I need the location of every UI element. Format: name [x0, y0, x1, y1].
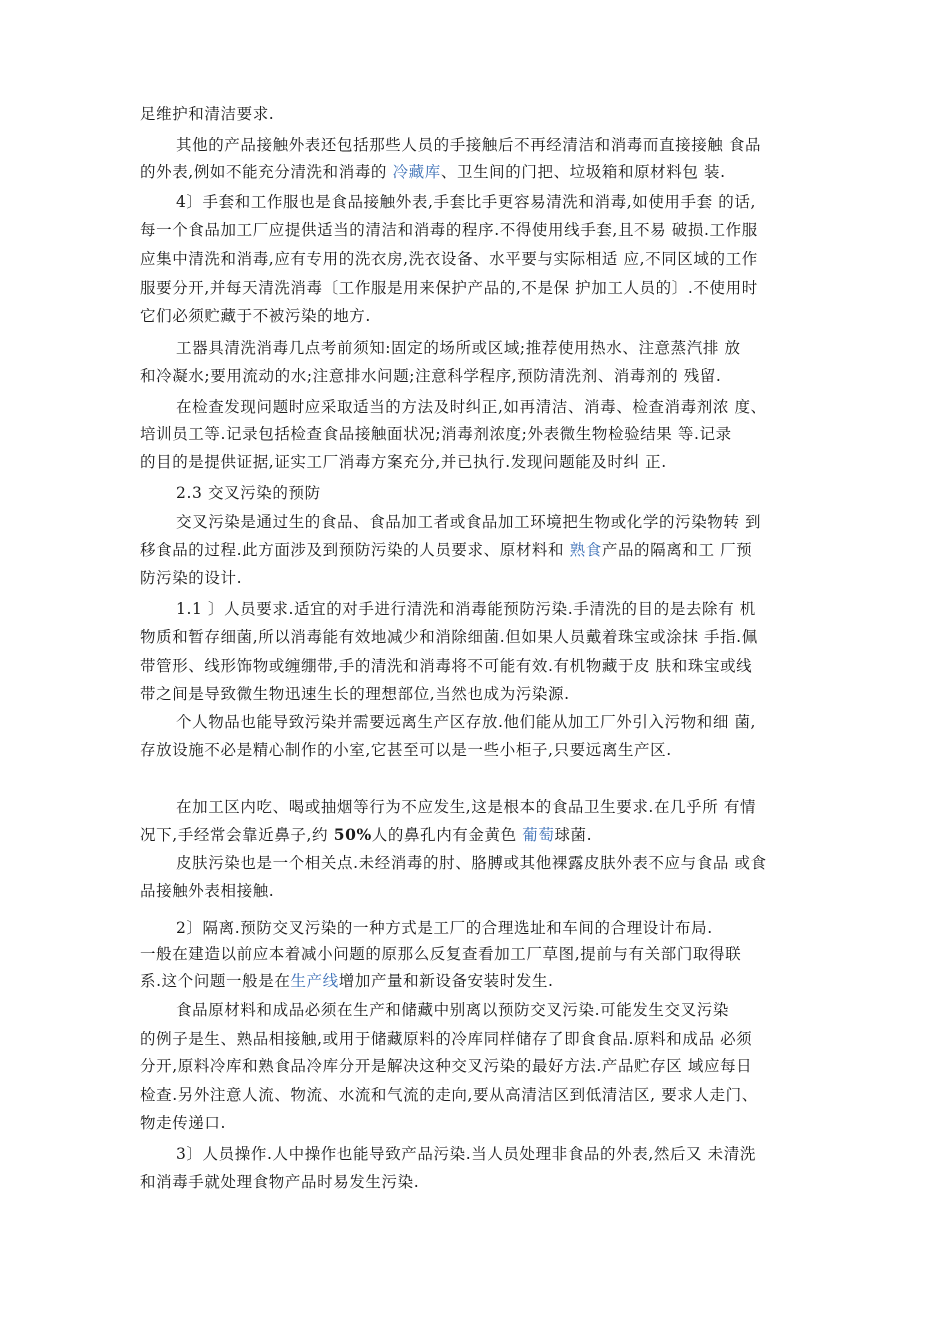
- text-line: [140, 162, 726, 182]
- text-line: [140, 971, 554, 991]
- text-span: 移食品的过程.此方面涉及到预防污染的人员要求、原材料和: [140, 541, 570, 559]
- text-line: 工器具清洗消毒几点考前须知:固定的场所或区域;推荐使用热水、注意蒸汽排 放: [176, 339, 741, 357]
- text-span: 产品的隔离和工 厂预: [601, 541, 753, 559]
- section-heading: 2.3 交叉污染的预防: [176, 484, 321, 502]
- link-cooked-food[interactable]: 熟食: [569, 541, 602, 559]
- text-line: 物质和暂存细菌,所以消毒能有效地减少和消除细菌.但如果人员戴着珠宝或涂抹 手指.佩: [140, 628, 758, 646]
- text-line: 足维护和清洁要求.: [140, 105, 275, 123]
- text-line: 和冷凝水;要用流动的水;注意排水问题;注意科学程序,预防清洗剂、消毒剂的 残留.: [140, 367, 722, 385]
- text-line: 带之间是导致微生物迅速生长的理想部位,当然也成为污染源.: [140, 685, 570, 703]
- text-span: 人的鼻孔内有金黄色: [371, 826, 523, 844]
- text-line: 带管形、线形饰物或缠绷带,手的清洗和消毒将不可能有效.有机物藏于皮 肤和珠宝或线: [140, 657, 753, 675]
- text-line: [140, 540, 752, 560]
- text-line: 的目的是提供证据,证实工厂消毒方案充分,并已执行.发现问题能及时纠 正.: [140, 453, 667, 471]
- text-span: 球菌.: [554, 826, 593, 844]
- text-line: 防污染的设计.: [140, 569, 243, 587]
- text-span: 系.这个问题一般是在: [140, 972, 291, 990]
- text-line: 物走传递口.: [140, 1114, 227, 1132]
- text-line: 和消毒手就处理食物产品时易发生污染.: [140, 1173, 420, 1191]
- text-line: 个人物品也能导致污染并需要远离生产区存放.他们能从加工厂外引入污物和细 菌,: [176, 713, 757, 731]
- percent-value: 50%: [333, 825, 372, 844]
- text-line: 培训员工等.记录包括检查食品接触面状况;消毒剂浓度;外表微生物检验结果 等.记录: [140, 425, 732, 443]
- text-span: 的外表,例如不能充分清洗和消毒的: [140, 163, 393, 181]
- text-line: 它们必须贮藏于不被污染的地方.: [140, 307, 371, 325]
- text-line: 存放设施不必是精心制作的小室,它甚至可以是一些小柜子,只要远离生产区.: [140, 741, 672, 759]
- text-line: 2〕隔离.预防交叉污染的一种方式是工厂的合理选址和车间的合理设计布局.: [176, 919, 713, 937]
- text-span: 、卫生间的门把、垃圾箱和原材料包 装.: [440, 163, 726, 181]
- text-line: 每一个食品加工厂应提供适当的清洁和消毒的程序.不得使用线手套,且不易 破损.工作服: [140, 221, 758, 239]
- text-line: 一般在建造以前应本着减小问题的原那么反复查看加工厂草图,提前与有关部门取得联: [140, 945, 742, 963]
- text-line: 分开,原料冷库和熟食品冷库分开是解决这种交叉污染的最好方法.产品贮存区 域应每日: [140, 1057, 753, 1075]
- text-line: 在加工区内吃、喝或抽烟等行为不应发生,这是根本的食品卫生要求.在几乎所 有情: [176, 798, 757, 816]
- text-line: 其他的产品接触外表还包括那些人员的手接触后不再经清洁和消毒而直接接触 食品: [176, 136, 762, 154]
- text-line: 1.1 〕人员要求.适宜的对手进行清洗和消毒能预防污染.手清洗的目的是去除有 机: [176, 600, 756, 618]
- text-line: 皮肤污染也是一个相关点.未经消毒的肘、胳膊或其他裸露皮肤外表不应与食品 或食: [176, 854, 767, 872]
- text-span: 增加产量和新设备安装时发生.: [338, 972, 554, 990]
- text-line: [140, 825, 592, 845]
- text-line: 应集中清洗和消毒,应有专用的洗衣房,洗衣设备、水平要与实际相适 应,不同区域的工作: [140, 250, 758, 268]
- text-line: 3〕人员操作.人中操作也能导致产品污染.当人员处理非食品的外表,然后又 未清洗: [176, 1145, 756, 1163]
- text-line: 的例子是生、熟品相接触,或用于储藏原料的冷库同样储存了即食食品.原料和成品 必须: [140, 1030, 753, 1048]
- text-line: 服要分开,并每天清洗消毒〔工作服是用来保护产品的,不是保 护加工人员的〕.不使用时: [140, 279, 758, 297]
- link-production-line[interactable]: 生产线: [290, 972, 339, 990]
- text-line: 食品原材料和成品必须在生产和储藏中别离以预防交叉污染.可能发生交叉污染: [176, 1001, 729, 1019]
- text-line: 交叉污染是通过生的食品、食品加工者或食品加工环境把生物或化学的污染物转 到: [176, 513, 762, 531]
- link-cold-storage[interactable]: 冷藏库: [392, 163, 441, 181]
- text-line: 4〕手套和工作服也是食品接触外表,手套比手更容易清洗和消毒,如使用手套 的话,: [176, 193, 756, 211]
- link-staphylococcus[interactable]: 葡萄: [522, 826, 555, 844]
- text-line: 在检查发现问题时应采取适当的方法及时纠正,如再清洁、消毒、检查消毒剂浓 度、: [176, 398, 767, 416]
- text-span: 况下,手经常会靠近鼻子,约: [140, 826, 334, 844]
- text-line: 品接触外表相接触.: [140, 882, 275, 900]
- text-line: 检查.另外注意人流、物流、水流和气流的走向,要从高清洁区到低清洁区, 要求人走门、: [140, 1086, 758, 1104]
